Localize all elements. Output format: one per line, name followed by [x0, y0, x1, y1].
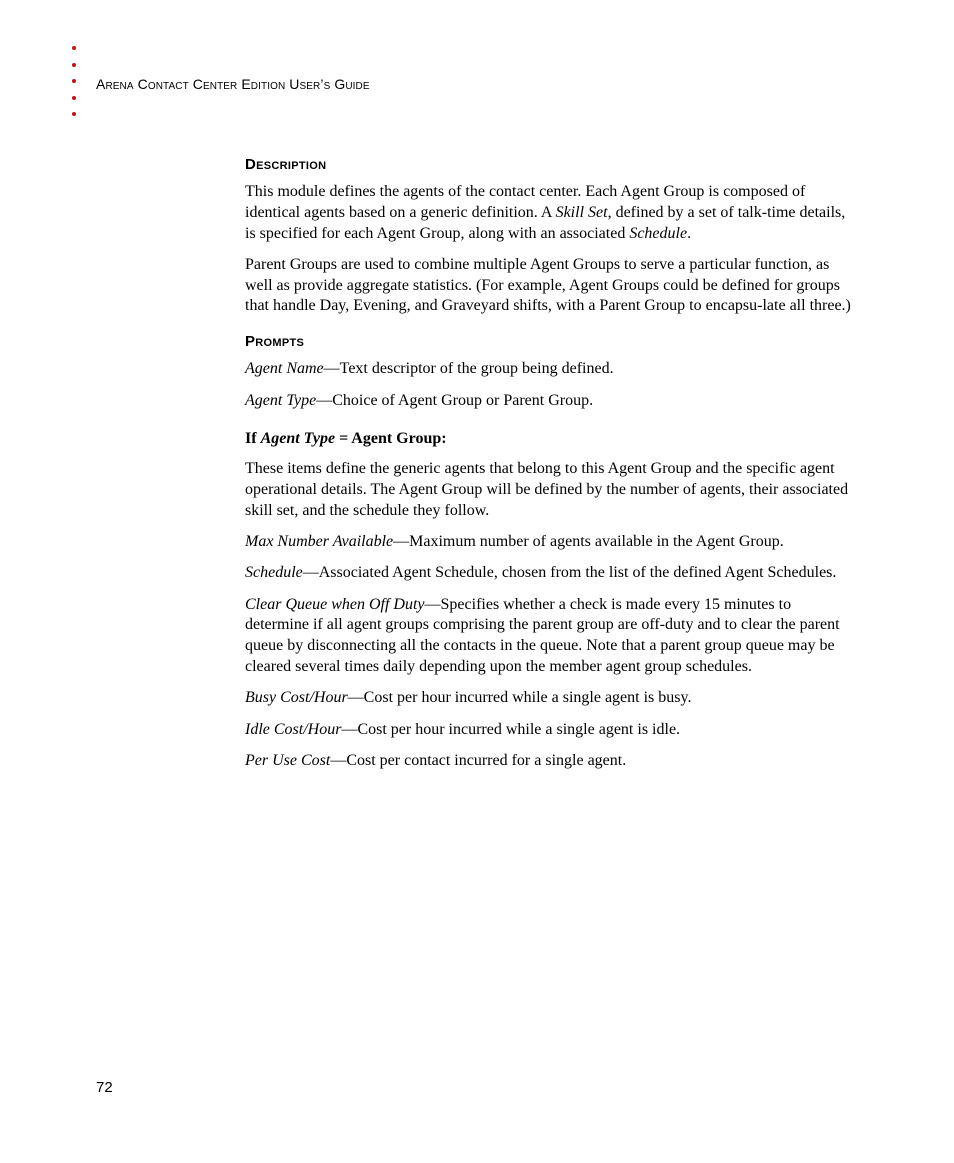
field-item	[245, 595, 857, 678]
field-item	[245, 532, 857, 553]
description-heading: Description	[245, 156, 327, 173]
text-run: , defined by a set of talk-time details, is specified for each Agent Group, along with an associated	[245, 203, 846, 242]
description-paragraph-2: Parent Groups are used to combine multiple Agent Groups to serve a particular function, as well as provide aggregate statistics. (For example, Agent Groups could be defined for groups that handle Day, Evening, and Graveyard shifts, with a Parent Group to encapsu-late all three.)	[245, 255, 851, 315]
bullet-icon	[72, 112, 76, 116]
text-run: This module defines the agents of the contact center. Each Agent Group is composed of identical agents based on a generic definition. A	[245, 183, 806, 221]
field-term: Clear Queue when Off Duty	[245, 595, 425, 613]
field-term: Idle Cost/Hour	[245, 720, 342, 738]
bullet-icon	[72, 79, 76, 83]
field-item	[245, 720, 857, 741]
prompt-desc: —Choice of Agent Group or Parent Group.	[316, 391, 594, 409]
prompt-term: Agent Name	[245, 360, 324, 378]
text-run: If	[245, 430, 261, 448]
field-desc: —Specifies whether a check is made every 15 minutes to determine if all agent groups comprising the parent group are off-duty and to clear the parent queue by disconnecting all the contacts in the queue. Note that a parent group queue may be cleared several times daily depending upon the member agent group schedules.	[245, 595, 840, 676]
prompt-item	[245, 359, 857, 380]
field-desc: —Cost per contact incurred for a single agent.	[330, 751, 627, 769]
margin-bullets	[72, 46, 82, 129]
field-term: Max Number Available	[245, 533, 394, 551]
agent-group-subheading	[245, 429, 857, 450]
field-desc: —Cost per hour incurred while a single agent is busy.	[347, 689, 692, 707]
field-desc: —Associated Agent Schedule, chosen from the list of the defined Agent Schedules.	[302, 564, 837, 582]
field-term: Busy Cost/Hour	[245, 689, 348, 707]
field-item	[245, 688, 857, 709]
prompt-item	[245, 391, 857, 412]
prompt-term: Agent Type	[245, 391, 317, 409]
bullet-icon	[72, 63, 76, 67]
description-paragraph-1	[245, 182, 857, 244]
field-desc: —Cost per hour incurred while a single agent is idle.	[341, 720, 681, 738]
field-term: Per Use Cost	[245, 751, 331, 769]
agent-group-intro: These items define the generic agents that belong to this Agent Group and the specific agent operational details. The Agent Group will be defined by the number of agents, their associated skill set, and the schedule they follow.	[245, 460, 849, 519]
text-run: = Agent Group:	[335, 430, 447, 448]
bullet-icon	[72, 46, 76, 50]
main-content	[245, 154, 857, 782]
bullet-icon	[72, 96, 76, 100]
field-desc: —Maximum number of agents available in the Agent Group.	[393, 533, 784, 551]
prompts-heading: Prompts	[245, 333, 305, 351]
field-item	[245, 563, 857, 584]
field-item	[245, 751, 857, 772]
term-skill-set: Skill Set	[555, 203, 608, 221]
running-header: Arena Contact Center Edition User’s Guide	[96, 76, 370, 92]
text-run: .	[687, 224, 692, 242]
term-schedule: Schedule	[629, 224, 688, 242]
field-term: Schedule	[245, 564, 303, 582]
subhead-term: Agent Type	[260, 430, 336, 448]
prompt-desc: —Text descriptor of the group being defined.	[323, 360, 614, 378]
page-number: 72	[96, 1079, 113, 1096]
